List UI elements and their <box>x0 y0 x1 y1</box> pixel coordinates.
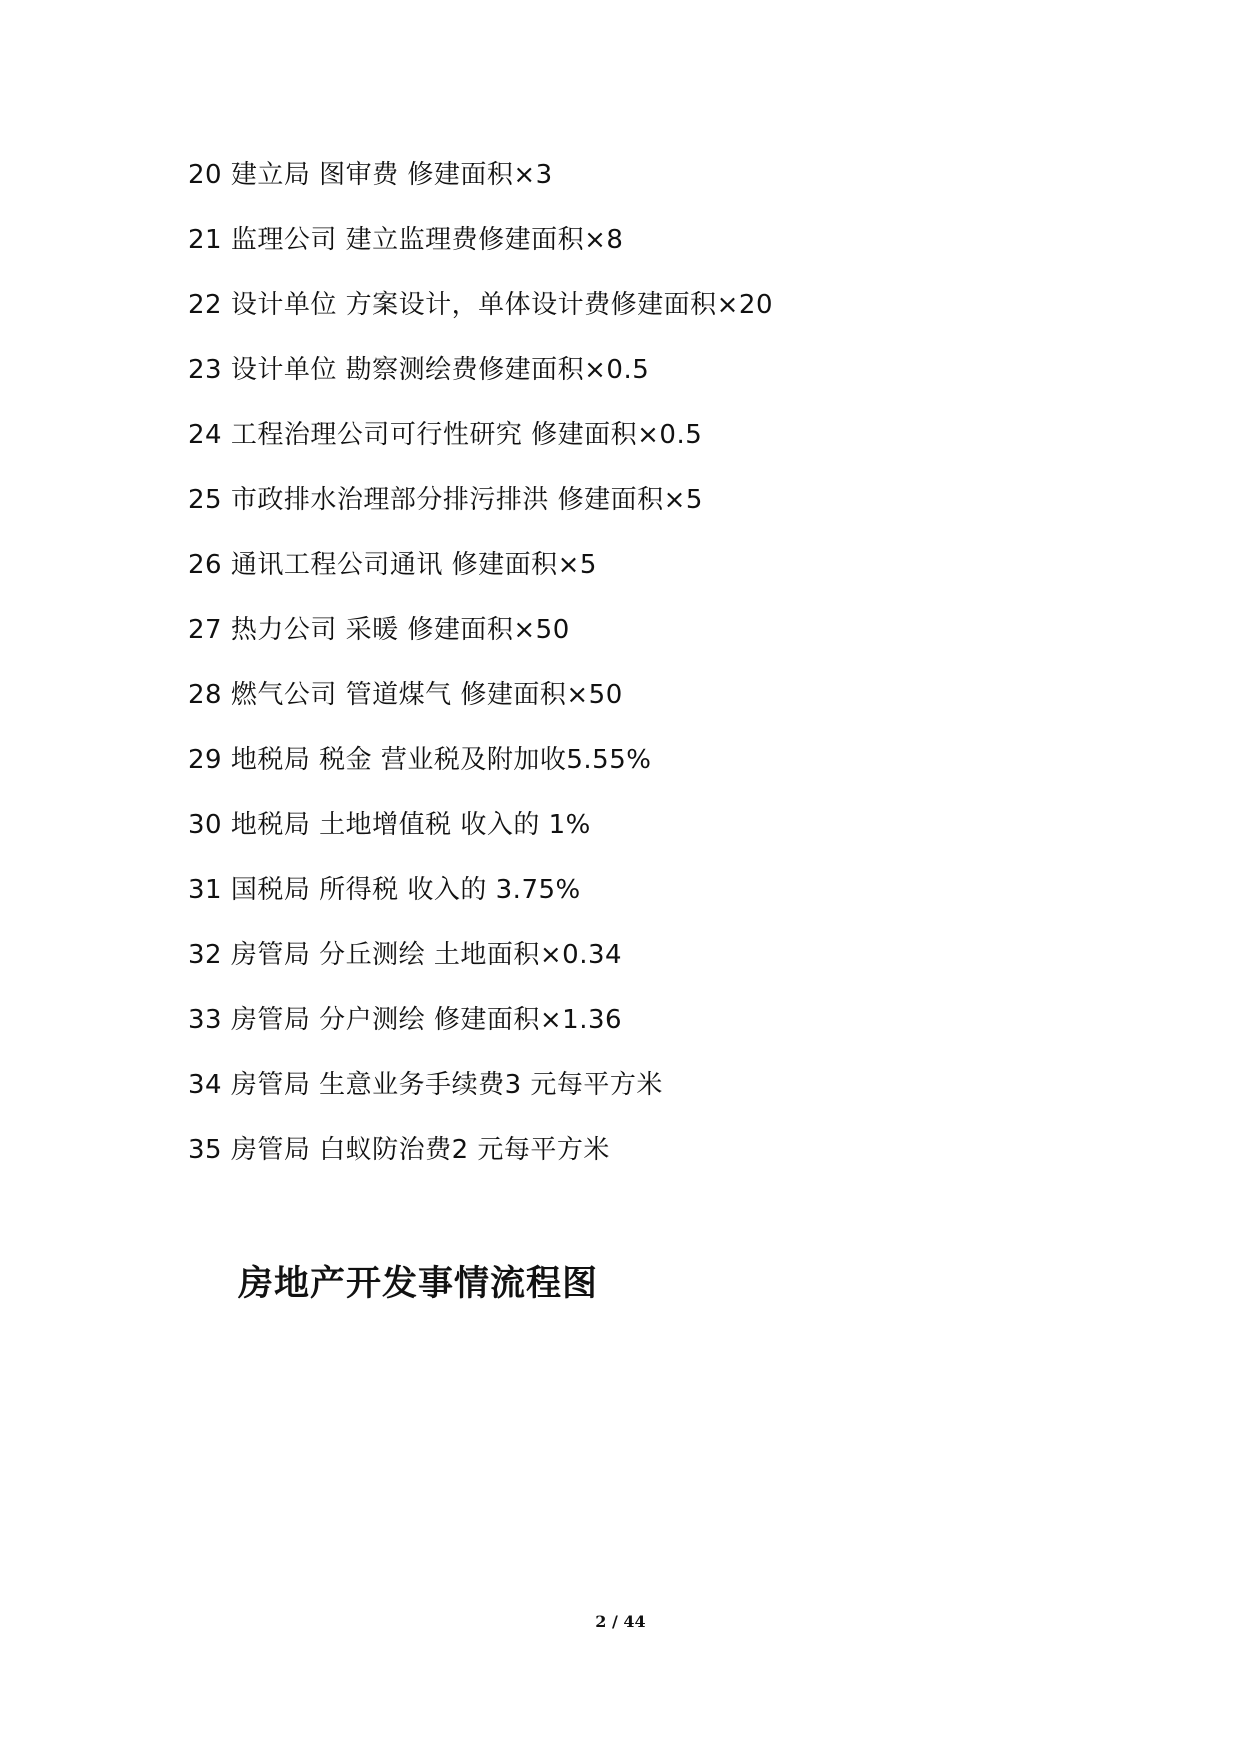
list-item: 23 设计单位 勘察测绘费修建面积×0.5 <box>188 355 650 385</box>
list-item: 31 国税局 所得税 收入的 3.75% <box>188 875 581 905</box>
list-item: 28 燃气公司 管道煤气 修建面积×50 <box>188 680 623 710</box>
list-item: 26 通讯工程公司通讯 修建面积×5 <box>188 550 597 580</box>
list-item: 27 热力公司 采暖 修建面积×50 <box>188 615 570 645</box>
list-item: 34 房管局 生意业务手续费3 元每平方米 <box>188 1070 663 1100</box>
page-number: 2 / 44 <box>595 1612 646 1631</box>
fee-list <box>188 158 1088 1198</box>
list-item: 33 房管局 分户测绘 修建面积×1.36 <box>188 1005 623 1035</box>
list-item: 35 房管局 白蚁防治费2 元每平方米 <box>188 1135 610 1165</box>
list-item: 20 建立局 图审费 修建面积×3 <box>188 160 553 190</box>
section-title: 房地产开发事情流程图 <box>238 1264 599 1304</box>
list-item: 25 市政排水治理部分排污排洪 修建面积×5 <box>188 485 703 515</box>
list-item: 21 监理公司 建立监理费修建面积×8 <box>188 225 624 255</box>
list-item: 32 房管局 分丘测绘 土地面积×0.34 <box>188 940 623 970</box>
list-item: 22 设计单位 方案设计，单体设计费修建面积×20 <box>188 290 773 320</box>
list-item: 30 地税局 土地增值税 收入的 1% <box>188 810 591 840</box>
list-item: 29 地税局 税金 营业税及附加收5.55% <box>188 745 652 775</box>
list-item: 24 工程治理公司可行性研究 修建面积×0.5 <box>188 420 703 450</box>
